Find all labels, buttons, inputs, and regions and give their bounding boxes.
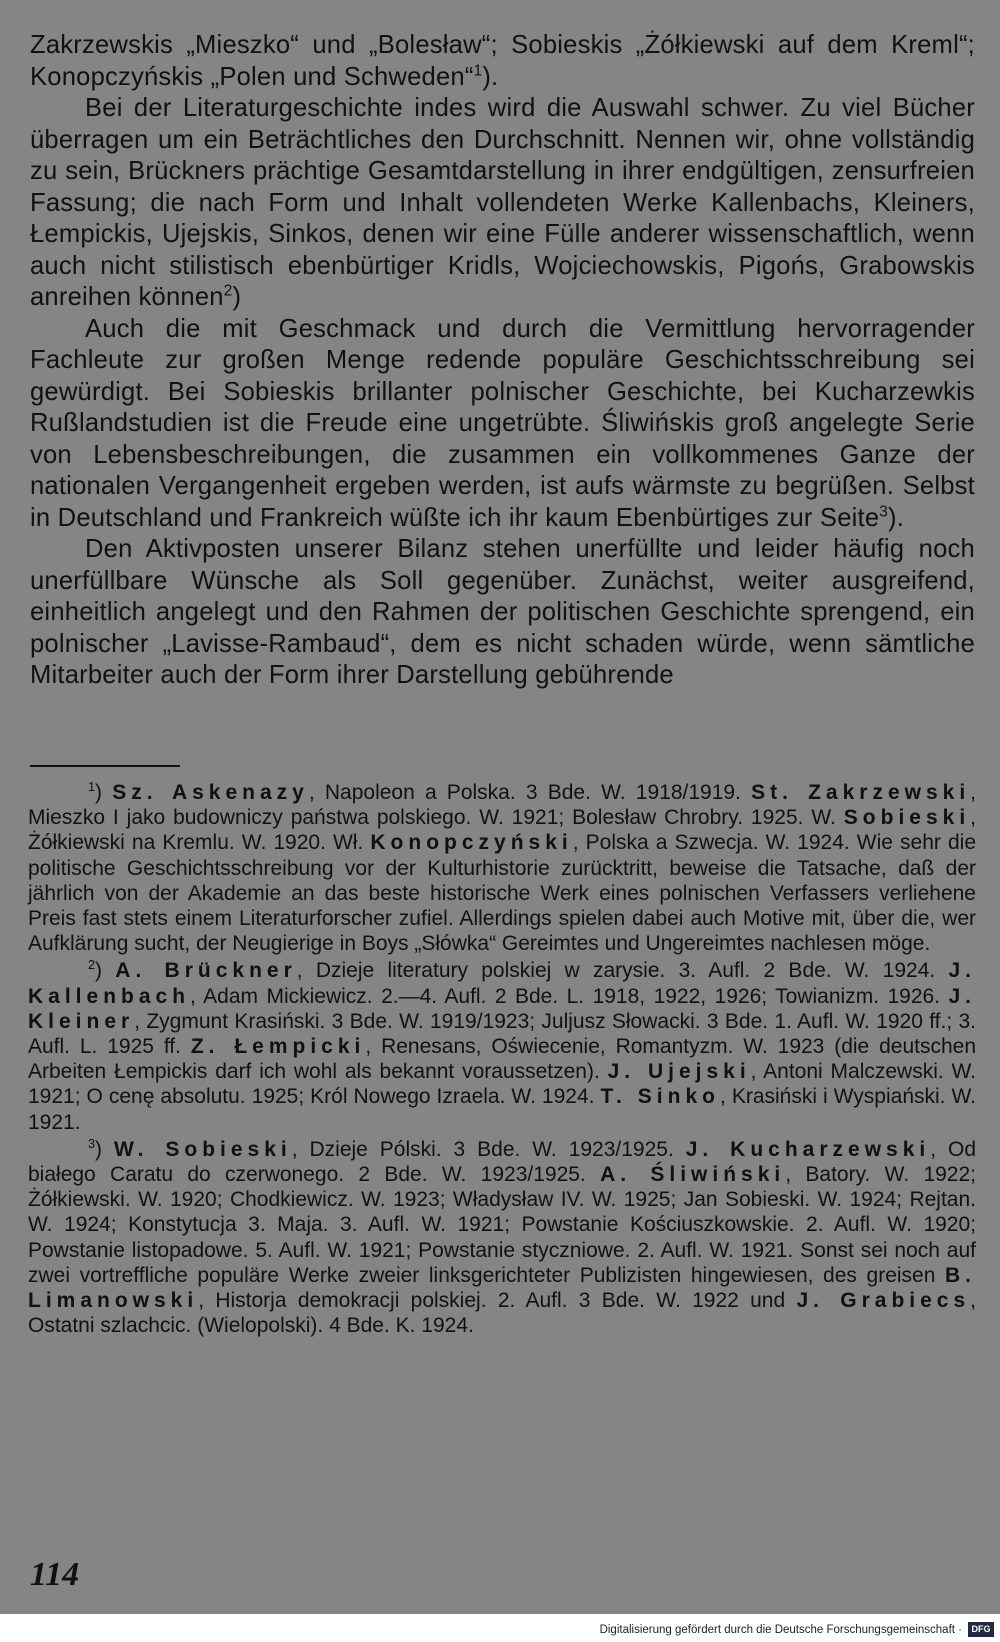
paragraph-3-end: ). xyxy=(888,503,905,532)
dfg-logo: DFG xyxy=(968,1622,994,1637)
footnotes xyxy=(28,780,976,1340)
footnote-3-mark: 3 xyxy=(88,1136,96,1151)
paragraph-4 xyxy=(30,534,975,692)
footnote-text: , Ostatni szlachcic. (Wielopolski). 4 Bde. K. 1924. xyxy=(28,1289,976,1338)
paragraph-2-text: Bei der Literaturgeschichte indes wird die Auswahl schwer. Zu viel Bücher überragen um ein Beträchtliches den Durchschnitt. Nennen wir, ohne vollständig zu sein, Brückners prächtige Gesamtdarstellung in ihrer endgültigen, zensurfreien Fassung; die nach Form und Inhalt vollendeten Werke Kallenbachs, Kleiners, Łempickis, Ujejskis, Sinkos, denen wir eine Fülle anderer wissenschaftlich, wenn auch nicht stilistisch ebenbürtiger Kridls, Wojciechowskis, Pigońs, Grabowskis anreihen können xyxy=(30,94,975,311)
footnote-author: J. Kleiner xyxy=(28,984,976,1033)
footnote-2: $^2$) A. Brückner, Dzieje literatury polskiej w zarysie. 3. Aufl. 2 Bde. W. 1924. J. Kallenbach, Adam Mickiewicz. 2.—4. Aufl. 2 Bde. L. 1918, 1922, 1926; Towianizm. 1926. J. Kleiner, Zygmunt Krasiński. 3 Bde. W. 1919/1923; Juljusz Słowacki. 3 Bde. 1. Aufl. W. 1920 ff.; 3. Aufl. L. 1925 ff. Z. Łempicki, Renesans, Oświecenie, Romantyzm. W. 1923 (die deutschen Arbeiten Łempickis darf ich wohl als bekannt voraussetzen). J. Ujejski, Antoni Malczewski. W. 1921; O cenę absolutu. 1925; Król Nowego Izraela. W. 1924. T. Sinko, Krasiński i Wyspiański. W. 1921. xyxy=(28,958,977,1134)
paragraph-3 xyxy=(30,314,975,535)
footnote-author: Z. Łempicki xyxy=(190,1035,366,1059)
footnote-ref-2: 2 xyxy=(223,282,233,300)
footnote-author: J. Kallenbach xyxy=(28,959,976,1008)
footnote-text: , Batory. W. 1922; Żółkiewski. W. 1920; Chodkiewicz. W. 1923; Władysław IV. W. 1925; Jan Sobieski. W. 1924; Rejtan. W. 1924; Konstytucja 3. Maja. 3. Aufl. W. 1921; Powstanie Kościuszkowskie. 2. Aufl. W. 1920; Powstanie listopadowe. 5. Aufl. W. 1921; Powstanie styczniowe. 2. Aufl. W. 1921. Sonst sei noch auf zwei vortreffliche populäre Werke zweier linksgerichteter Publizisten hingewiesen, des greisen xyxy=(28,1163,977,1287)
page-number: 114 xyxy=(30,1556,80,1593)
footnote-text: , Dzieje literatury polskiej w zarysie. 3. Aufl. 2 Bde. W. 1924. xyxy=(296,959,949,983)
footnote-author: St. Zakrzewski xyxy=(751,781,971,804)
paragraph-1 xyxy=(30,30,975,93)
footnote-author: A. Brückner xyxy=(115,959,297,983)
footnote-author: W. Sobieski xyxy=(113,1137,292,1161)
footnote-text: , Renesans, Oświecenie, Romantyzm. W. 1923 (die deutschen Arbeiten Łempickis darf ich wohl als bekannt voraussetzen). xyxy=(28,1035,977,1084)
footnote-text: , Polska a Szwecja. W. 1924. Wie sehr die politische Geschichtsschreibung vor der Kulturhistorie zurücktritt, beweise die Tatsache, daß der jährlich von der Akademie an das beste historische Werk eines polnischen Verfassers verliehene Preis fast stets einem Literaturforscher zufiel. Allerdings spielen dabei auch Motive mit, über die, wer Aufklärung sucht, der Neugierige in Boys „Słówka“ Gereimtes und Ungereimtes nachlesen möge. xyxy=(28,831,976,956)
footnote-divider xyxy=(30,765,180,767)
footnote-2-mark: 2 xyxy=(88,958,96,973)
footnote-author: J. Kucharzewski xyxy=(685,1137,931,1161)
footnote-ref-1: 1 xyxy=(473,61,483,79)
footnote-1: $^1$) Sz. Askenazy, Napoleon a Polska. 3 Bde. W. 1918/1919. St. Zakrzewski, Mieszko I jako budowniczy państwa polskiego. W. 1921; Bolesław Chrobry. 1925. W. Sobieski, Żółkiewski na Kremlu. W. 1920. Wł. Konopczyński, Polska a Szwecja. W. 1924. Wie sehr die politische Geschichtsschreibung vor der Kulturhistorie zurücktritt, beweise die Tatsache, daß der jährlich von der Akademie an das beste historische Werk eines polnischen Verfassers verliehene Preis fast stets einem Literaturforscher zufiel. Allerdings spielen dabei auch Motive mit, über die, wer Aufklärung sucht, der Neugierige in Boys „Słówka“ Gereimtes und Ungereimtes nachlesen möge. xyxy=(28,780,977,956)
footnote-author: J. Grabiecs xyxy=(796,1289,971,1313)
paragraph-2-end: ) xyxy=(232,283,242,311)
footnote-text: , Od białego Caratu do czerwonego. 2 Bde. W. 1923/1925. xyxy=(28,1137,977,1187)
footnote-author: Konopczyński xyxy=(370,831,573,855)
footnote-author: Sz. Askenazy xyxy=(112,781,309,804)
footnote-author: Sobieski xyxy=(843,806,971,830)
main-text xyxy=(30,30,975,692)
paragraph-4-text: Den Aktivposten unserer Bilanz stehen unerfüllte und leider häufig noch unerfüllbare Wünsche als Soll gegenüber. Zunächst, weiter ausgreifend, einheitlich angelegt und den Rahmen der politischen Geschichte sprengend, ein polnischer „Lavisse-Rambaud“, dem es nicht schaden würde, wenn sämtliche Mitarbeiter auch der Form ihrer Darstellung gebührende xyxy=(30,535,975,689)
footnote-text: , Historja demokracji polskiej. 2. Aufl. 3 Bde. W. 1922 und xyxy=(198,1289,797,1313)
paragraph-1-text: Zakrzewskis „Mieszko“ und „Bolesław“; Sobieskis „Żółkiewski auf dem Kreml“; Konopczyńskis „Polen und Schweden“ xyxy=(30,31,975,91)
paragraph-1-end: ). xyxy=(482,62,499,91)
footnote-text: , Napoleon a Polska. 3 Bde. W. 1918/1919. xyxy=(308,781,752,804)
digitization-credit: Digitalisierung gefördert durch die Deutsche Forschungsgemeinschaft · xyxy=(599,1624,962,1636)
footnote-text: , Zygmunt Krasiński. 3 Bde. W. 1919/1923; Juljusz Słowacki. 3 Bde. 1. Aufl. W. 1920 ff.; 3. Aufl. L. 1925 ff. xyxy=(28,1009,976,1059)
footnote-author: T. Sinko xyxy=(600,1085,720,1109)
footnote-text: , Mieszko I jako budowniczy państwa polskiego. W. 1921; Bolesław Chrobry. 1925. W. xyxy=(28,781,977,830)
footnote-3: $^3$) W. Sobieski, Dzieje Pólski. 3 Bde. W. 1923/1925. J. Kucharzewski, Od białego Caratu do czerwonego. 2 Bde. W. 1923/1925. A. Śliwiński, Batory. W. 1922; Żółkiewski. W. 1920; Chodkiewicz. W. 1923; Władysław IV. W. 1925; Jan Sobieski. W. 1924; Rejtan. W. 1924; Konstytucja 3. Maja. 3. Aufl. W. 1921; Powstanie Kościuszkowskie. 2. Aufl. W. 1920; Powstanie listopadowe. 5. Aufl. W. 1921; Powstanie styczniowe. 2. Aufl. W. 1921. Sonst sei noch auf zwei vortreffliche populäre Werke zweier linksgerichteter Publizisten hingewiesen, des greisen B. Limanowski, Historja demokracji polskiej. 2. Aufl. 3 Bde. W. 1922 und J. Grabiecs, Ostatni szlachcic. (Wielopolski). 4 Bde. K. 1924. xyxy=(28,1136,977,1338)
footnote-text: , Dzieje Pólski. 3 Bde. W. 1923/1925. xyxy=(291,1137,686,1161)
paragraph-3-text: Auch die mit Geschmack und durch die Vermittlung hervorragender Fachleute zur großen Menge redende populäre Geschichtsschreibung sei gewürdigt. Bei Sobieskis brillanter polnischer Geschichte, bei Kucharzewkis Rußlandstudien ist die Freude eine ungetrübte. Śliwińskis groß angelegte Serie von Lebensbeschreibungen, die zusammen ein vollkommenes Ganze der nationalen Vergangenheit ergeben werden, ist aufs wärmste zu begrüßen. Selbst in Deutschland und Frankreich wüßte ich ihr kaum Ebenbürtiges zur Seite xyxy=(30,314,975,532)
footnote-text: , Antoni Malczewski. W. 1921; O cenę absolutu. 1925; Król Nowego Izraela. W. 1924. xyxy=(28,1060,977,1109)
footnote-text: , Krasiński i Wyspiański. W. 1921. xyxy=(28,1085,976,1134)
footnote-text: , Adam Mickiewicz. 2.—4. Aufl. 2 Bde. L. 1918, 1922, 1926; Towianizm. 1926. xyxy=(190,984,949,1008)
footnote-text: , Żółkiewski na Kremlu. W. 1920. Wł. xyxy=(28,806,976,855)
footnote-author: B. Limanowski xyxy=(28,1263,976,1313)
paragraph-2 xyxy=(30,93,975,314)
footnote-1-mark: 1 xyxy=(88,780,96,794)
footnote-author: J. Ujejski xyxy=(607,1060,751,1084)
footnote-ref-3: 3 xyxy=(879,502,889,520)
digitization-footer xyxy=(0,1614,1000,1642)
footnote-author: A. Śliwiński xyxy=(600,1163,786,1187)
